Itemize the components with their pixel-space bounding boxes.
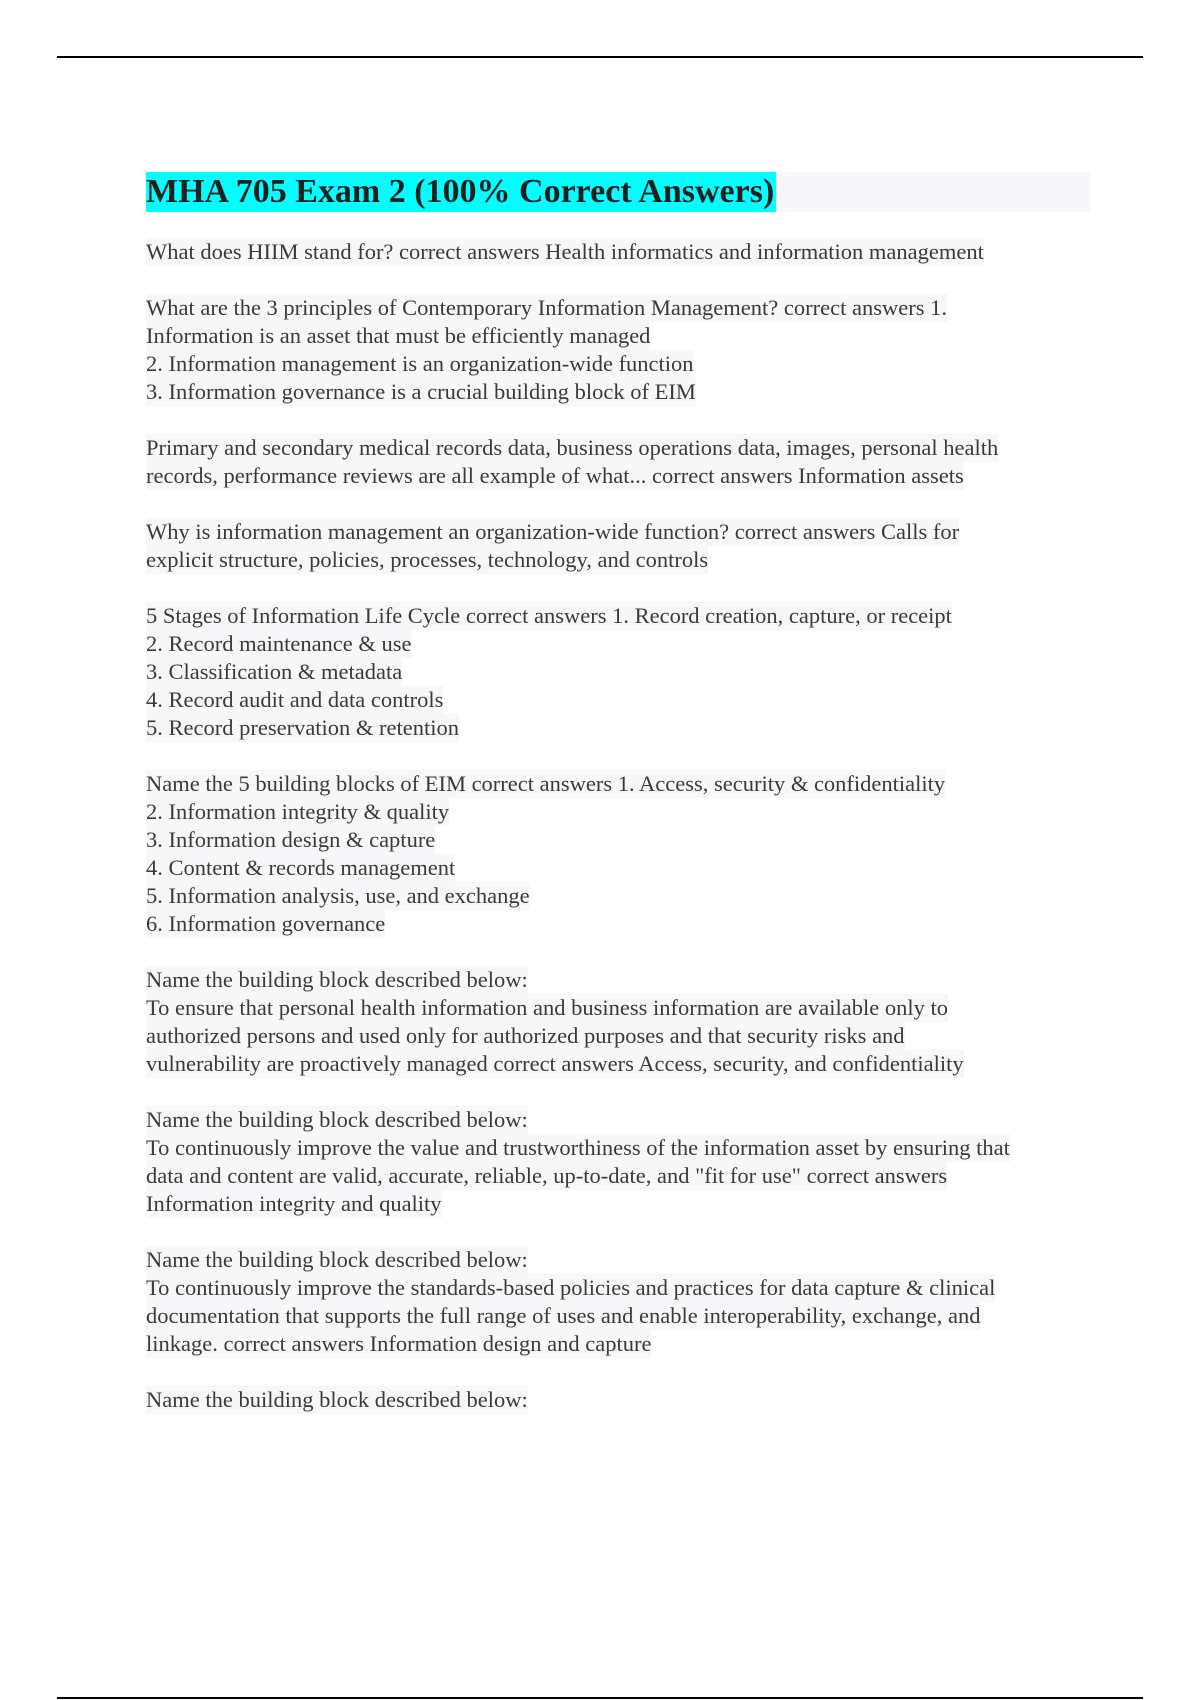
qa-line: To ensure that personal health information and business information are available only to <box>146 995 948 1020</box>
qa-line: What are the 3 principles of Contemporary Information Management? correct answers 1. <box>146 295 947 320</box>
document-title: MHA 705 Exam 2 (100% Correct Answers) <box>146 173 775 210</box>
qa-line: 3. Information design & capture <box>146 827 436 852</box>
qa-item <box>146 238 1090 266</box>
qa-line: What does HIIM stand for? correct answers Health informatics and information management <box>146 239 984 264</box>
qa-line: 5 Stages of Information Life Cycle correct answers 1. Record creation, capture, or receipt <box>146 603 952 628</box>
qa-item <box>146 518 1090 574</box>
qa-line: 2. Information integrity & quality <box>146 799 450 824</box>
top-divider <box>57 56 1143 58</box>
qa-item <box>146 1386 1090 1414</box>
qa-line: 3. Information governance is a crucial building block of EIM <box>146 379 696 404</box>
qa-item <box>146 602 1090 742</box>
qa-line: To continuously improve the standards-based policies and practices for data capture & clinical <box>146 1275 996 1300</box>
qa-line: 2. Information management is an organization-wide function <box>146 351 694 376</box>
qa-item <box>146 294 1090 406</box>
qa-line: linkage. correct answers Information design and capture <box>146 1331 652 1356</box>
qa-item <box>146 434 1090 490</box>
qa-line: 3. Classification & metadata <box>146 659 403 684</box>
document-body <box>146 172 1090 1442</box>
qa-line: explicit structure, policies, processes, technology, and controls <box>146 547 709 572</box>
qa-item <box>146 1106 1090 1218</box>
qa-line: Information integrity and quality <box>146 1191 442 1216</box>
qa-line: Name the building block described below: <box>146 1107 528 1132</box>
qa-line: 5. Record preservation & retention <box>146 715 460 740</box>
qa-item <box>146 966 1090 1078</box>
qa-list <box>146 238 1090 1414</box>
qa-line: Why is information management an organization-wide function? correct answers Calls for <box>146 519 960 544</box>
qa-line: authorized persons and used only for authorized purposes and that security risks and <box>146 1023 905 1048</box>
qa-line: vulnerability are proactively managed correct answers Access, security, and confidentiality <box>146 1051 964 1076</box>
bottom-divider <box>57 1697 1143 1699</box>
qa-line: Information is an asset that must be efficiently managed <box>146 323 651 348</box>
qa-item <box>146 770 1090 938</box>
qa-line: 6. Information governance <box>146 911 386 936</box>
qa-line: 4. Record audit and data controls <box>146 687 444 712</box>
qa-line: 4. Content & records management <box>146 855 456 880</box>
qa-item <box>146 1246 1090 1358</box>
qa-line: To continuously improve the value and trustworthiness of the information asset by ensuring that <box>146 1135 1010 1160</box>
qa-line: 5. Information analysis, use, and exchange <box>146 883 530 908</box>
qa-line: records, performance reviews are all example of what... correct answers Information assets <box>146 463 964 488</box>
qa-line: documentation that supports the full range of uses and enable interoperability, exchange, and <box>146 1303 981 1328</box>
qa-line: 2. Record maintenance & use <box>146 631 412 656</box>
title-band <box>146 172 1090 212</box>
qa-line: data and content are valid, accurate, reliable, up-to-date, and "fit for use" correct answers <box>146 1163 948 1188</box>
qa-line: Primary and secondary medical records data, business operations data, images, personal health <box>146 435 999 460</box>
qa-line: Name the building block described below: <box>146 1387 528 1412</box>
qa-line: Name the 5 building blocks of EIM correct answers 1. Access, security & confidentiality <box>146 771 946 796</box>
qa-line: Name the building block described below: <box>146 967 528 992</box>
qa-line: Name the building block described below: <box>146 1247 528 1272</box>
